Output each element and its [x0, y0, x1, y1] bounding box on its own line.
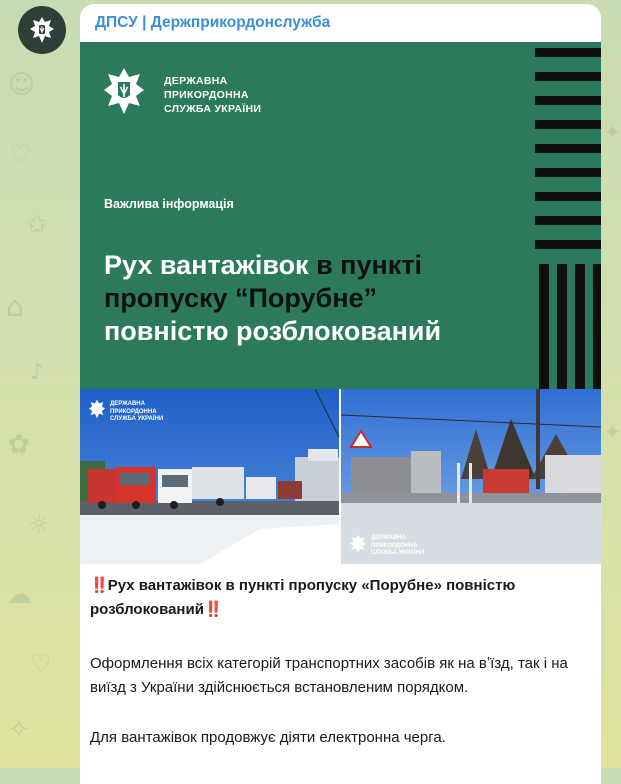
doodle-dot-icon: ✦: [604, 120, 621, 144]
doodle-dot-icon-2: ✦: [604, 420, 621, 444]
doodle-cloud-icon: ☁: [6, 580, 32, 610]
banner-label: Важлива інформація: [104, 197, 234, 211]
headline-part-4: повністю розблокований: [104, 316, 442, 346]
doodle-heart-icon-2: ♡: [30, 650, 52, 678]
channel-avatar[interactable]: [18, 6, 66, 54]
message-title-text: Рух вантажівок в пункті пропуску «Порубне» повністю розблокований: [90, 577, 516, 618]
doodle-note-icon: ♪: [30, 360, 45, 385]
photo-trucks[interactable]: [80, 389, 339, 564]
announcement-banner[interactable]: [80, 42, 601, 389]
watermark-line-3: СЛУЖБА УКРАЇНИ: [110, 416, 164, 422]
border-guard-emblem-icon: [29, 16, 55, 44]
double-exclamation-icon-2: ‼️: [203, 601, 222, 618]
double-exclamation-icon: ‼️: [90, 577, 108, 594]
headline-part-2: в пункті: [316, 250, 423, 280]
headline-part-1: Рух вантажівок: [104, 250, 317, 280]
doodle-star-icon-2: ✧: [8, 715, 30, 745]
banner-headline: [104, 249, 524, 348]
watermark-line-3: СЛУЖБА УКРАЇНИ: [371, 550, 425, 556]
decorative-stripes: [535, 42, 601, 389]
photo-watermark-logo-icon-2: [349, 534, 367, 554]
photo-checkpoint[interactable]: [341, 389, 601, 564]
watermark-line-2: ПРИКОРДОННА: [371, 542, 418, 549]
doodle-sun-icon: ☼: [28, 510, 50, 538]
doodle-star-icon: ✩: [26, 210, 48, 240]
org-name-line-2: ПРИКОРДОННА: [164, 89, 249, 101]
photo-watermark-text-2: [371, 535, 424, 558]
headline-part-3: пропуску “Порубне”: [104, 283, 378, 313]
org-name-line-3: СЛУЖБА УКРАЇНИ: [164, 103, 262, 115]
message-paragraph-1: Оформлення всіх категорій транспортних засобів як на вʼїзд, так і на виїзд з України здійснюється встановленим порядком.: [90, 655, 568, 696]
message-title: [90, 574, 595, 622]
border-guard-logo-icon: [102, 66, 146, 116]
watermark-line-2: ПРИКОРДОННА: [110, 408, 157, 415]
watermark-line-1: ДЕРЖАВНА: [371, 535, 406, 541]
doodle-flower-icon: ✿: [8, 430, 30, 460]
watermark-line-1: ДЕРЖАВНА: [110, 401, 145, 407]
photo-watermark-text: [110, 401, 163, 424]
photo-watermark-logo-icon: [88, 399, 106, 419]
doodle-house-icon: ⌂: [6, 290, 24, 323]
message-paragraph-2: Для вантажівок продовжує діяти електронна черга.: [90, 729, 446, 746]
channel-name[interactable]: ДПСУ | Держприкордонслужба: [95, 14, 331, 31]
doodle-heart-icon: ♡: [10, 140, 32, 168]
message-card: [80, 4, 601, 784]
doodle-cat-icon: ☺: [8, 70, 36, 100]
org-name-line-1: ДЕРЖАВНА: [164, 75, 228, 87]
